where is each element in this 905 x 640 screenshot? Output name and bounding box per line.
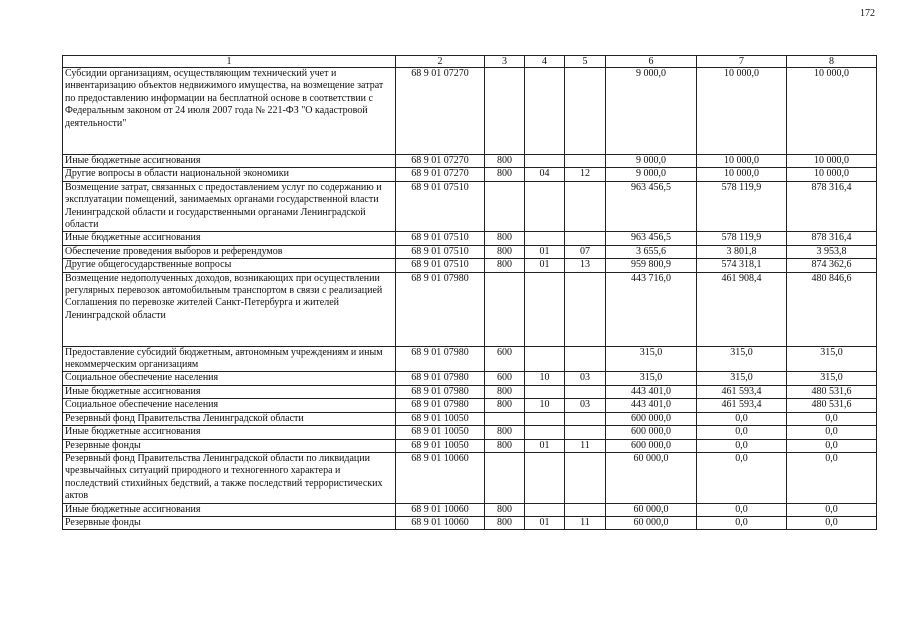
row-value-8: 878 316,4 <box>787 232 877 245</box>
row-value-8: 0,0 <box>787 439 877 452</box>
row-col4 <box>525 385 565 398</box>
table-row <box>63 68 877 155</box>
row-value-7: 10 000,0 <box>697 68 787 155</box>
row-value-6: 9 000,0 <box>606 168 697 181</box>
row-code: 68 9 01 07980 <box>396 372 485 385</box>
row-col3: 800 <box>485 439 525 452</box>
row-value-7: 461 908,4 <box>697 272 787 346</box>
row-value-6: 315,0 <box>606 372 697 385</box>
row-value-6: 9 000,0 <box>606 68 697 155</box>
row-col4 <box>525 155 565 168</box>
table-row <box>63 426 877 439</box>
row-value-7: 315,0 <box>697 346 787 372</box>
row-code: 68 9 01 10050 <box>396 426 485 439</box>
row-code: 68 9 01 07270 <box>396 168 485 181</box>
row-value-7: 461 593,4 <box>697 399 787 412</box>
row-col5 <box>565 232 606 245</box>
row-col4 <box>525 452 565 503</box>
row-value-7: 315,0 <box>697 372 787 385</box>
row-code: 68 9 01 07980 <box>396 272 485 346</box>
row-name: Иные бюджетные ассигнования <box>63 385 396 398</box>
header-cell-3: 3 <box>485 56 525 68</box>
row-col5 <box>565 155 606 168</box>
row-name: Резервные фонды <box>63 516 396 529</box>
row-value-8: 480 531,6 <box>787 385 877 398</box>
row-col4: 01 <box>525 439 565 452</box>
row-value-6: 9 000,0 <box>606 155 697 168</box>
row-col5 <box>565 346 606 372</box>
row-name: Социальное обеспечение населения <box>63 372 396 385</box>
row-value-8: 480 846,6 <box>787 272 877 346</box>
row-col5: 11 <box>565 439 606 452</box>
row-col3 <box>485 68 525 155</box>
row-value-6: 963 456,5 <box>606 181 697 232</box>
row-col3 <box>485 412 525 425</box>
row-value-7: 3 801,8 <box>697 245 787 258</box>
row-code: 68 9 01 07270 <box>396 68 485 155</box>
row-col5: 03 <box>565 399 606 412</box>
row-value-7: 0,0 <box>697 452 787 503</box>
row-name: Резервные фонды <box>63 439 396 452</box>
row-col5 <box>565 272 606 346</box>
row-name: Другие вопросы в области национальной экономики <box>63 168 396 181</box>
row-col3: 800 <box>485 259 525 272</box>
row-value-7: 574 318,1 <box>697 259 787 272</box>
row-value-6: 60 000,0 <box>606 516 697 529</box>
table-row <box>63 503 877 516</box>
budget-table <box>62 55 877 530</box>
row-col4 <box>525 346 565 372</box>
row-code: 68 9 01 07980 <box>396 385 485 398</box>
row-col3: 800 <box>485 516 525 529</box>
row-col4 <box>525 68 565 155</box>
table-row <box>63 245 877 258</box>
row-value-7: 461 593,4 <box>697 385 787 398</box>
row-name: Иные бюджетные ассигнования <box>63 155 396 168</box>
header-cell-4: 4 <box>525 56 565 68</box>
row-col5: 07 <box>565 245 606 258</box>
row-col3: 800 <box>485 232 525 245</box>
row-value-8: 0,0 <box>787 412 877 425</box>
header-row <box>63 56 877 68</box>
row-name: Резервный фонд Правительства Ленинградской области <box>63 412 396 425</box>
header-cell-7: 7 <box>697 56 787 68</box>
row-value-6: 443 401,0 <box>606 399 697 412</box>
row-value-7: 0,0 <box>697 516 787 529</box>
row-name: Иные бюджетные ассигнования <box>63 503 396 516</box>
row-value-6: 600 000,0 <box>606 439 697 452</box>
row-code: 68 9 01 07980 <box>396 399 485 412</box>
row-value-6: 600 000,0 <box>606 412 697 425</box>
row-code: 68 9 01 07510 <box>396 181 485 232</box>
row-col3: 800 <box>485 503 525 516</box>
row-code: 68 9 01 10060 <box>396 452 485 503</box>
table-row <box>63 385 877 398</box>
row-name: Резервный фонд Правительства Ленинградской области по ликвидации чрезвычайных ситуаций природного и техногенного характера и последствий стихийных бедствий, а также последствий террористических актов <box>63 452 396 503</box>
row-value-6: 60 000,0 <box>606 503 697 516</box>
row-col3: 800 <box>485 155 525 168</box>
row-col5 <box>565 452 606 503</box>
row-value-6: 3 655,6 <box>606 245 697 258</box>
row-col4 <box>525 272 565 346</box>
row-value-8: 878 316,4 <box>787 181 877 232</box>
row-col3: 800 <box>485 385 525 398</box>
row-value-7: 578 119,9 <box>697 181 787 232</box>
row-col3: 800 <box>485 245 525 258</box>
row-name: Возмещение затрат, связанных с предоставлением услуг по содержанию и эксплуатации помещений, занимаемых органами государственной власти Ленинградской области и государственными органами Ленинградской области <box>63 181 396 232</box>
row-value-6: 315,0 <box>606 346 697 372</box>
row-value-8: 0,0 <box>787 503 877 516</box>
row-code: 68 9 01 10050 <box>396 412 485 425</box>
row-col4 <box>525 426 565 439</box>
row-col5 <box>565 385 606 398</box>
row-value-8: 315,0 <box>787 346 877 372</box>
header-cell-5: 5 <box>565 56 606 68</box>
row-value-8: 0,0 <box>787 426 877 439</box>
row-value-6: 600 000,0 <box>606 426 697 439</box>
row-col3: 800 <box>485 426 525 439</box>
table-row <box>63 399 877 412</box>
row-col3: 800 <box>485 399 525 412</box>
row-name: Другие общегосударственные вопросы <box>63 259 396 272</box>
table-row <box>63 232 877 245</box>
row-col4: 01 <box>525 516 565 529</box>
row-code: 68 9 01 07980 <box>396 346 485 372</box>
page-number: 172 <box>860 8 875 19</box>
row-name: Обеспечение проведения выборов и референдумов <box>63 245 396 258</box>
row-col3: 800 <box>485 168 525 181</box>
row-name: Предоставление субсидий бюджетным, автономным учреждениям и иным некоммерческим организациям <box>63 346 396 372</box>
row-col5 <box>565 503 606 516</box>
row-col4: 04 <box>525 168 565 181</box>
row-col3 <box>485 181 525 232</box>
row-col5: 13 <box>565 259 606 272</box>
row-code: 68 9 01 07510 <box>396 259 485 272</box>
row-value-7: 10 000,0 <box>697 155 787 168</box>
row-name: Субсидии организациям, осуществляющим технический учет и инвентаризацию объектов недвижимого имущества, на возмещение затрат по предоставлению информации на бесплатной основе в соответствии с Федеральным законом от 24 июля 2007 года № 221-ФЗ "О кадастровой деятельности" <box>63 68 396 155</box>
table-row <box>63 259 877 272</box>
row-col5 <box>565 68 606 155</box>
row-value-8: 0,0 <box>787 516 877 529</box>
row-value-8: 10 000,0 <box>787 68 877 155</box>
row-col5: 11 <box>565 516 606 529</box>
row-col5: 03 <box>565 372 606 385</box>
row-col4: 01 <box>525 245 565 258</box>
row-code: 68 9 01 10060 <box>396 503 485 516</box>
table-row <box>63 346 877 372</box>
header-cell-2: 2 <box>396 56 485 68</box>
row-col5: 12 <box>565 168 606 181</box>
row-col3 <box>485 272 525 346</box>
row-col3: 600 <box>485 346 525 372</box>
row-col4: 10 <box>525 399 565 412</box>
table-row <box>63 155 877 168</box>
row-col4 <box>525 181 565 232</box>
row-value-7: 578 119,9 <box>697 232 787 245</box>
row-code: 68 9 01 07270 <box>396 155 485 168</box>
row-name: Возмещение недополученных доходов, возникающих при осуществлении регулярных перевозок автомобильным транспортом в связи с реализацией Соглашения по перевозке жителей Санкт-Петербурга и жителей Ленинградской области <box>63 272 396 346</box>
row-value-7: 10 000,0 <box>697 168 787 181</box>
row-value-7: 0,0 <box>697 503 787 516</box>
header-cell-8: 8 <box>787 56 877 68</box>
row-col4 <box>525 232 565 245</box>
row-col5 <box>565 412 606 425</box>
table-row <box>63 181 877 232</box>
row-code: 68 9 01 10060 <box>396 516 485 529</box>
row-col5 <box>565 426 606 439</box>
row-col5 <box>565 181 606 232</box>
row-col4: 01 <box>525 259 565 272</box>
row-name: Иные бюджетные ассигнования <box>63 426 396 439</box>
row-value-7: 0,0 <box>697 426 787 439</box>
row-code: 68 9 01 07510 <box>396 245 485 258</box>
row-value-8: 0,0 <box>787 452 877 503</box>
row-code: 68 9 01 07510 <box>396 232 485 245</box>
row-value-8: 10 000,0 <box>787 168 877 181</box>
row-value-8: 3 953,8 <box>787 245 877 258</box>
row-value-6: 443 401,0 <box>606 385 697 398</box>
row-value-8: 480 531,6 <box>787 399 877 412</box>
table-row <box>63 516 877 529</box>
table-row <box>63 168 877 181</box>
row-value-8: 10 000,0 <box>787 155 877 168</box>
row-col3: 600 <box>485 372 525 385</box>
row-col3 <box>485 452 525 503</box>
row-value-6: 60 000,0 <box>606 452 697 503</box>
header-cell-6: 6 <box>606 56 697 68</box>
row-value-7: 0,0 <box>697 439 787 452</box>
row-value-6: 443 716,0 <box>606 272 697 346</box>
table-row <box>63 272 877 346</box>
row-col4 <box>525 412 565 425</box>
table-row <box>63 439 877 452</box>
header-cell-1: 1 <box>63 56 396 68</box>
row-value-8: 315,0 <box>787 372 877 385</box>
row-col4 <box>525 503 565 516</box>
row-name: Социальное обеспечение населения <box>63 399 396 412</box>
row-value-6: 963 456,5 <box>606 232 697 245</box>
table-row <box>63 452 877 503</box>
row-col4: 10 <box>525 372 565 385</box>
table-row <box>63 412 877 425</box>
row-code: 68 9 01 10050 <box>396 439 485 452</box>
row-value-8: 874 362,6 <box>787 259 877 272</box>
row-name: Иные бюджетные ассигнования <box>63 232 396 245</box>
row-value-6: 959 800,9 <box>606 259 697 272</box>
table-row <box>63 372 877 385</box>
row-value-7: 0,0 <box>697 412 787 425</box>
